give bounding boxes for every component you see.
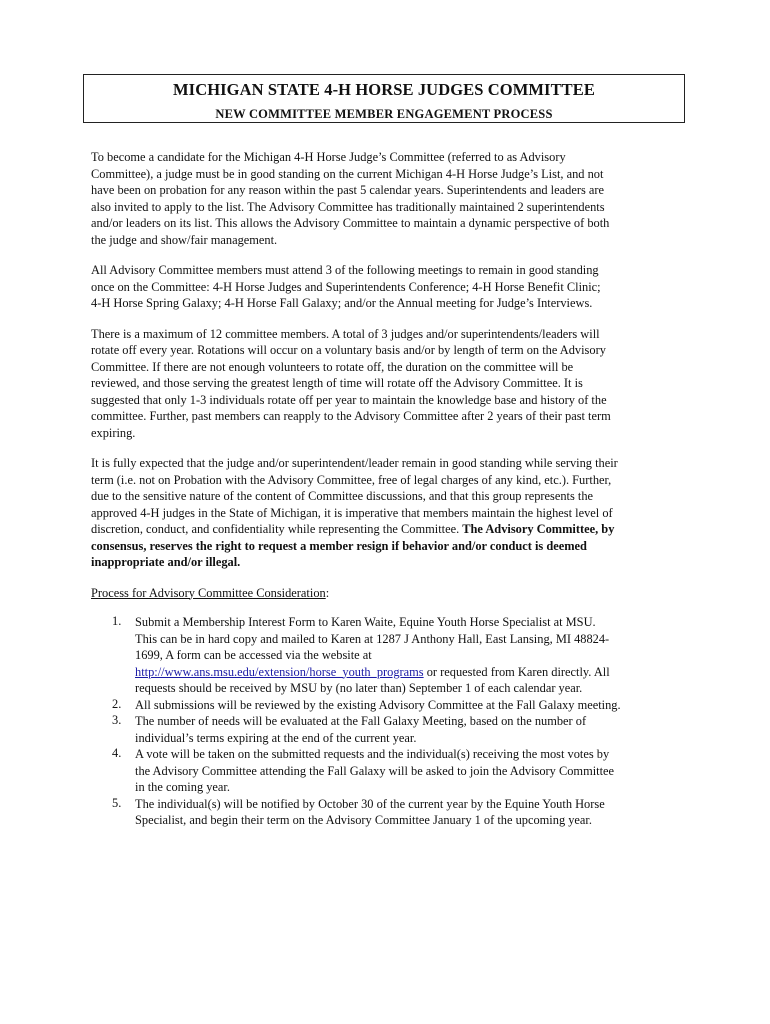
text-line-mixed (91, 521, 691, 538)
text-line: All Advisory Committee members must attend 3 of the following meetings to remain in good standing (91, 263, 599, 277)
text-fragment: discretion, conduct, and confidentiality while representing the Committee. (91, 522, 463, 536)
list-item (91, 746, 691, 796)
text-line: term (i.e. not on Probation with the Advisory Committee, free of legal charges of any kind, etc.). Further, (91, 472, 612, 487)
document-body (91, 149, 691, 829)
text-line: Committee), a judge must be in good standing on the current Michigan 4-H Horse Judge’s List, and not (91, 166, 604, 181)
list-item (91, 796, 691, 829)
text-line: This can be in hard copy and mailed to Karen at 1287 J Anthony Hall, East Lansing, MI 48824- (135, 631, 610, 646)
list-item (91, 713, 691, 746)
text-line: Submit a Membership Interest Form to Karen Waite, Equine Youth Horse Specialist at MSU. (135, 615, 596, 629)
text-line: approved 4-H judges in the State of Michigan, it is imperative that members maintain the highest level of (91, 505, 613, 520)
text-line: requests should be received by MSU by (no later than) September 1 of each calendar year. (135, 681, 583, 695)
text-line: and/or leaders on its list. This allows the Advisory Committee to maintain a dynamic perspective of both (91, 216, 610, 230)
text-line: once on the Committee: 4-H Horse Judges and Superintendents Conference; 4-H Horse Benefit Clinic; (91, 279, 601, 294)
list-number: 3. (112, 713, 122, 727)
bold-text-fragment: The Advisory Committee, by (462, 522, 615, 536)
process-heading (91, 585, 691, 602)
paragraph-eligibility (91, 149, 691, 248)
bold-text-line: inappropriate and/or illegal. (91, 555, 241, 569)
paragraph-conduct (91, 455, 691, 571)
text-fragment: or requested from Karen directly. All (423, 664, 610, 679)
list-item (91, 614, 691, 697)
paragraph-meetings (91, 262, 691, 312)
text-line: in the coming year. (135, 780, 230, 794)
text-line: have been on probation for any reason within the past 5 calendar years. Superintendents and leaders are (91, 183, 604, 197)
text-line: Committee. If there are not enough volunteers to rotate off, the duration on the committee will be (91, 359, 574, 374)
text-line-with-link (135, 664, 691, 681)
text-line: committee. Further, past members can reapply to the Advisory Committee after 2 years of their past term (91, 409, 611, 423)
text-line: The individual(s) will be notified by October 30 of the current year by the Equine Youth Horse (135, 796, 605, 811)
list-number: 2. (112, 696, 122, 711)
text-line: rotate off every year. Rotations will occur on a voluntary basis and/or by length of term on the Advisory (91, 343, 606, 357)
text-line: expiring. (91, 425, 136, 440)
text-line: also invited to apply to the list. The Advisory Committee has traditionally maintained 2 superintendents (91, 199, 605, 214)
text-line: the Advisory Committee attending the Fall Galaxy will be asked to join the Advisory Committee (135, 763, 615, 778)
text-line: It is fully expected that the judge and/or superintendent/leader remain in good standing while serving their (91, 456, 618, 470)
process-heading-colon: : (325, 585, 330, 600)
list-number: 1. (112, 614, 122, 628)
header-box (83, 74, 685, 123)
text-line: The number of needs will be evaluated at the Fall Galaxy Meeting, based on the number of (135, 714, 587, 728)
process-heading-text: Process for Advisory Committee Consideration (91, 585, 326, 600)
text-line: reviewed, and those serving the greatest length of time will rotate off the Advisory Committee. It is (91, 376, 583, 390)
process-list (91, 614, 691, 829)
list-item (91, 697, 691, 714)
text-line: To become a candidate for the Michigan 4-H Horse Judge’s Committee (referred to as Advisory (91, 150, 566, 164)
website-link[interactable]: http://www.ans.msu.edu/extension/horse_youth_programs (135, 664, 424, 679)
text-line: 1699, A form can be accessed via the website at (135, 648, 372, 662)
text-line: There is a maximum of 12 committee members. A total of 3 judges and/or superintendents/leaders will (91, 326, 600, 341)
list-number: 5. (112, 795, 122, 810)
text-line: suggested that only 1-3 individuals rotate off per year to maintain the knowledge base and history of the (91, 392, 607, 407)
paragraph-rotation (91, 326, 691, 442)
list-number: 4. (112, 746, 122, 760)
text-line: due to the sensitive nature of the content of Committee discussions, and that this group represents the (91, 489, 594, 503)
document-subtitle: NEW COMMITTEE MEMBER ENGAGEMENT PROCESS (215, 107, 553, 121)
text-line: 4-H Horse Spring Galaxy; 4-H Horse Fall Galaxy; and/or the Annual meeting for Judge’s Interviews. (91, 296, 593, 310)
text-line: Specialist, and begin their term on the Advisory Committee January 1 of the upcoming year. (135, 813, 592, 827)
text-line: individual’s terms expiring at the end of the current year. (135, 730, 417, 745)
text-line: the judge and show/fair management. (91, 232, 278, 247)
bold-text-line: consensus, reserves the right to request a member resign if behavior and/or conduct is deemed (91, 538, 587, 553)
text-line: All submissions will be reviewed by the existing Advisory Committee at the Fall Galaxy meeting. (135, 697, 621, 712)
document-title: MICHIGAN STATE 4-H HORSE JUDGES COMMITTEE (173, 80, 595, 99)
text-line: A vote will be taken on the submitted requests and the individual(s) receiving the most votes by (135, 747, 610, 761)
